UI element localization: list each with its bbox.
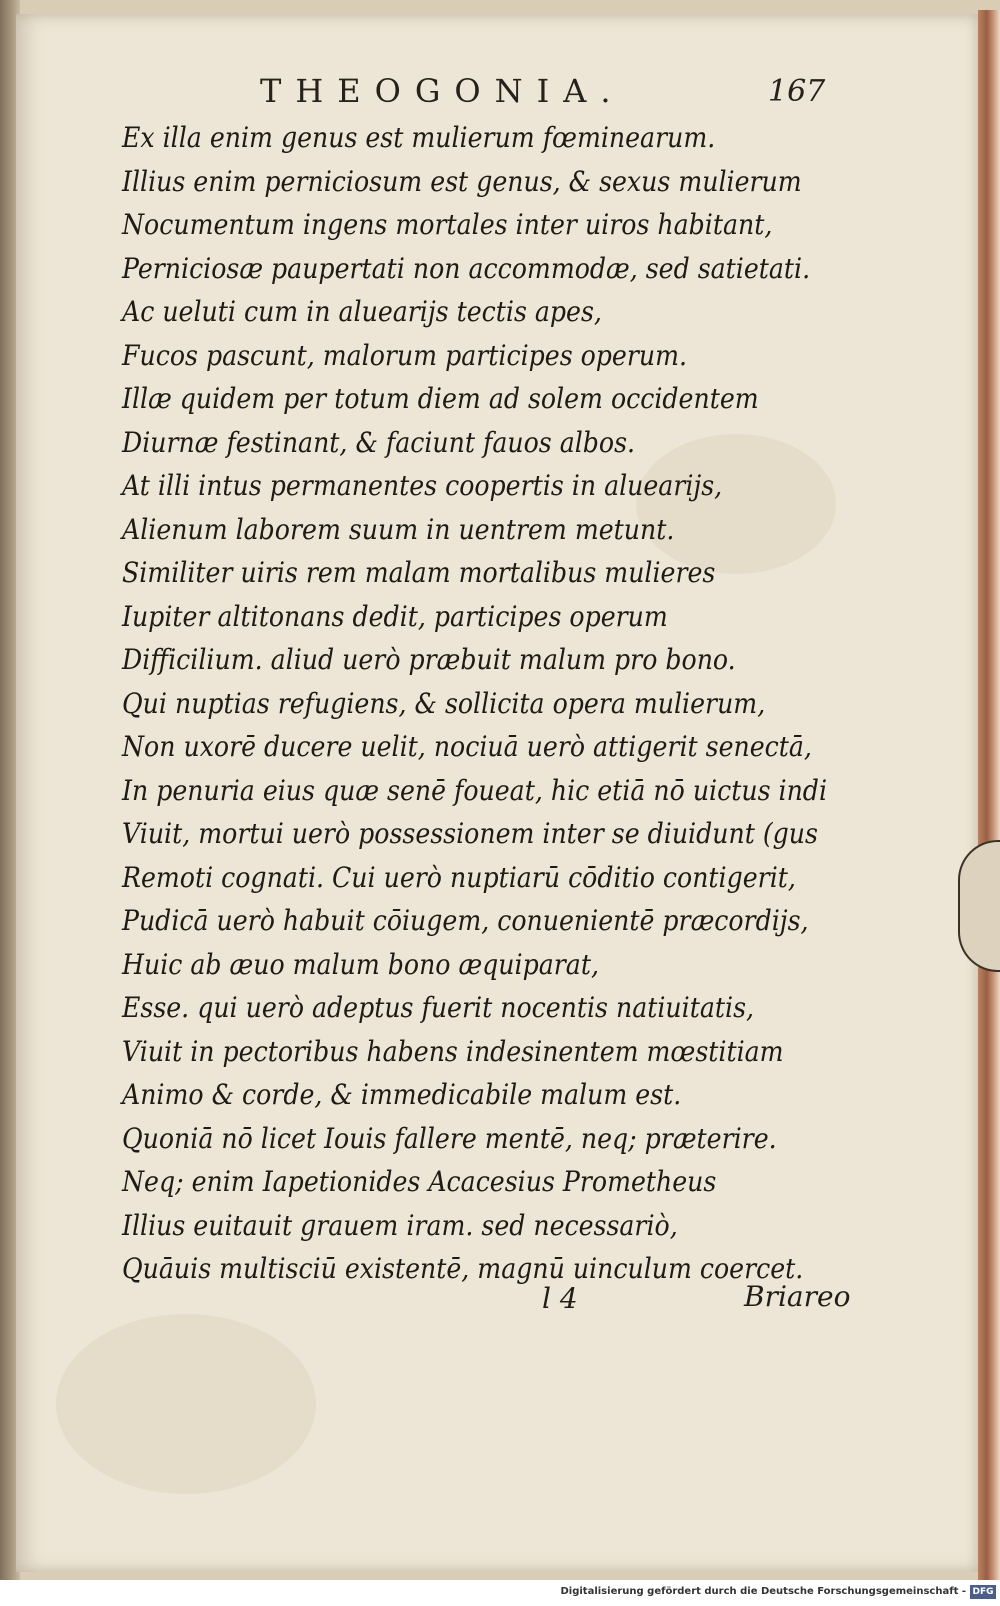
verse-line: Illius euitauit grauem iram. sed necessariò,: [122, 1208, 678, 1242]
verse-line: Difficilium. aliud uerò præbuit malum pro bono.: [122, 643, 736, 676]
funding-credit: Digitalisierung gefördert durch die Deutsche Forschungsgemeinschaft -: [560, 1586, 966, 1597]
verse-line: Quāuis multisciū existentē, magnū uinculum coercet.: [122, 1252, 804, 1285]
verse-line: Quoniā nō licet Iouis fallere mentē, neq; præterire.: [122, 1121, 777, 1155]
verse-line: Animo & corde, & immedicabile malum est.: [122, 1078, 682, 1111]
verse-line: Ex illa enim genus est mulierum fœminearum.: [122, 121, 716, 154]
verse-line: Pudicā uerò habuit cōiugem, conuenientē præcordijs,: [122, 904, 809, 937]
verse-line: Alienum laborem suum in uentrem metunt.: [122, 512, 675, 546]
verse-line: Huic ab æuo malum bono æquiparat,: [122, 947, 599, 981]
page-header: [16, 72, 978, 112]
verse-line: Fucos pascunt, malorum participes operum.: [122, 338, 688, 372]
page-edges: [978, 10, 1000, 1580]
verse-line: Remoti cognati. Cui uerò nuptiarū cōditio contigerit,: [122, 860, 796, 894]
verse-line: Ac ueluti cum in aluearijs tectis apes,: [122, 295, 602, 328]
dfg-logo: DFG: [970, 1585, 996, 1599]
book-page: [16, 14, 978, 1572]
verse-line: Illæ quidem per totum diem ad solem occidentem: [122, 382, 759, 415]
page-number: 167: [768, 74, 826, 109]
verse-line: Perniciosæ paupertati non accommodæ, sed satietati.: [122, 251, 811, 285]
verse-line: Nocumentum ingens mortales inter uiros habitant,: [122, 208, 773, 241]
verse-line: Viuit in pectoribus habens indesinentem mœstitiam: [122, 1034, 784, 1068]
verse-text: [122, 116, 952, 1291]
verse-line: Qui nuptias refugiens, & sollicita opera mulierum,: [122, 686, 766, 720]
verse-line: Illius enim perniciosum est genus, & sexus mulierum: [122, 164, 802, 198]
catchword: Briareo: [744, 1280, 851, 1313]
verse-line: Iupiter altitonans dedit, participes operum: [122, 599, 668, 633]
verse-line: Esse. qui uerò adeptus fuerit nocentis natiuitatis,: [122, 991, 755, 1024]
verse-line: At illi intus permanentes coopertis in aluearijs,: [122, 469, 723, 502]
verse-line: Viuit, mortui uerò possessionem inter se diuidunt (gus: [122, 817, 818, 850]
page-tab: [958, 840, 1000, 972]
verse-line: Similiter uiris rem malam mortalibus mulieres: [122, 556, 716, 589]
verse-line: Non uxorē ducere uelit, nociuā uerò attigerit senectā,: [122, 730, 812, 763]
verse-line: Neq; enim Iapetionides Acacesius Prometheus: [122, 1165, 717, 1198]
signature-mark: l 4: [542, 1282, 578, 1315]
paper-stain: [56, 1314, 316, 1494]
verse-line: Diurnæ festinant, & faciunt fauos albos.: [122, 425, 636, 459]
footer-bar: [0, 1580, 1000, 1606]
verse-line: In penuria eius quæ senē foueat, hic etiā nō uictus indi: [122, 773, 828, 807]
running-title: THEOGONIA.: [260, 72, 625, 110]
